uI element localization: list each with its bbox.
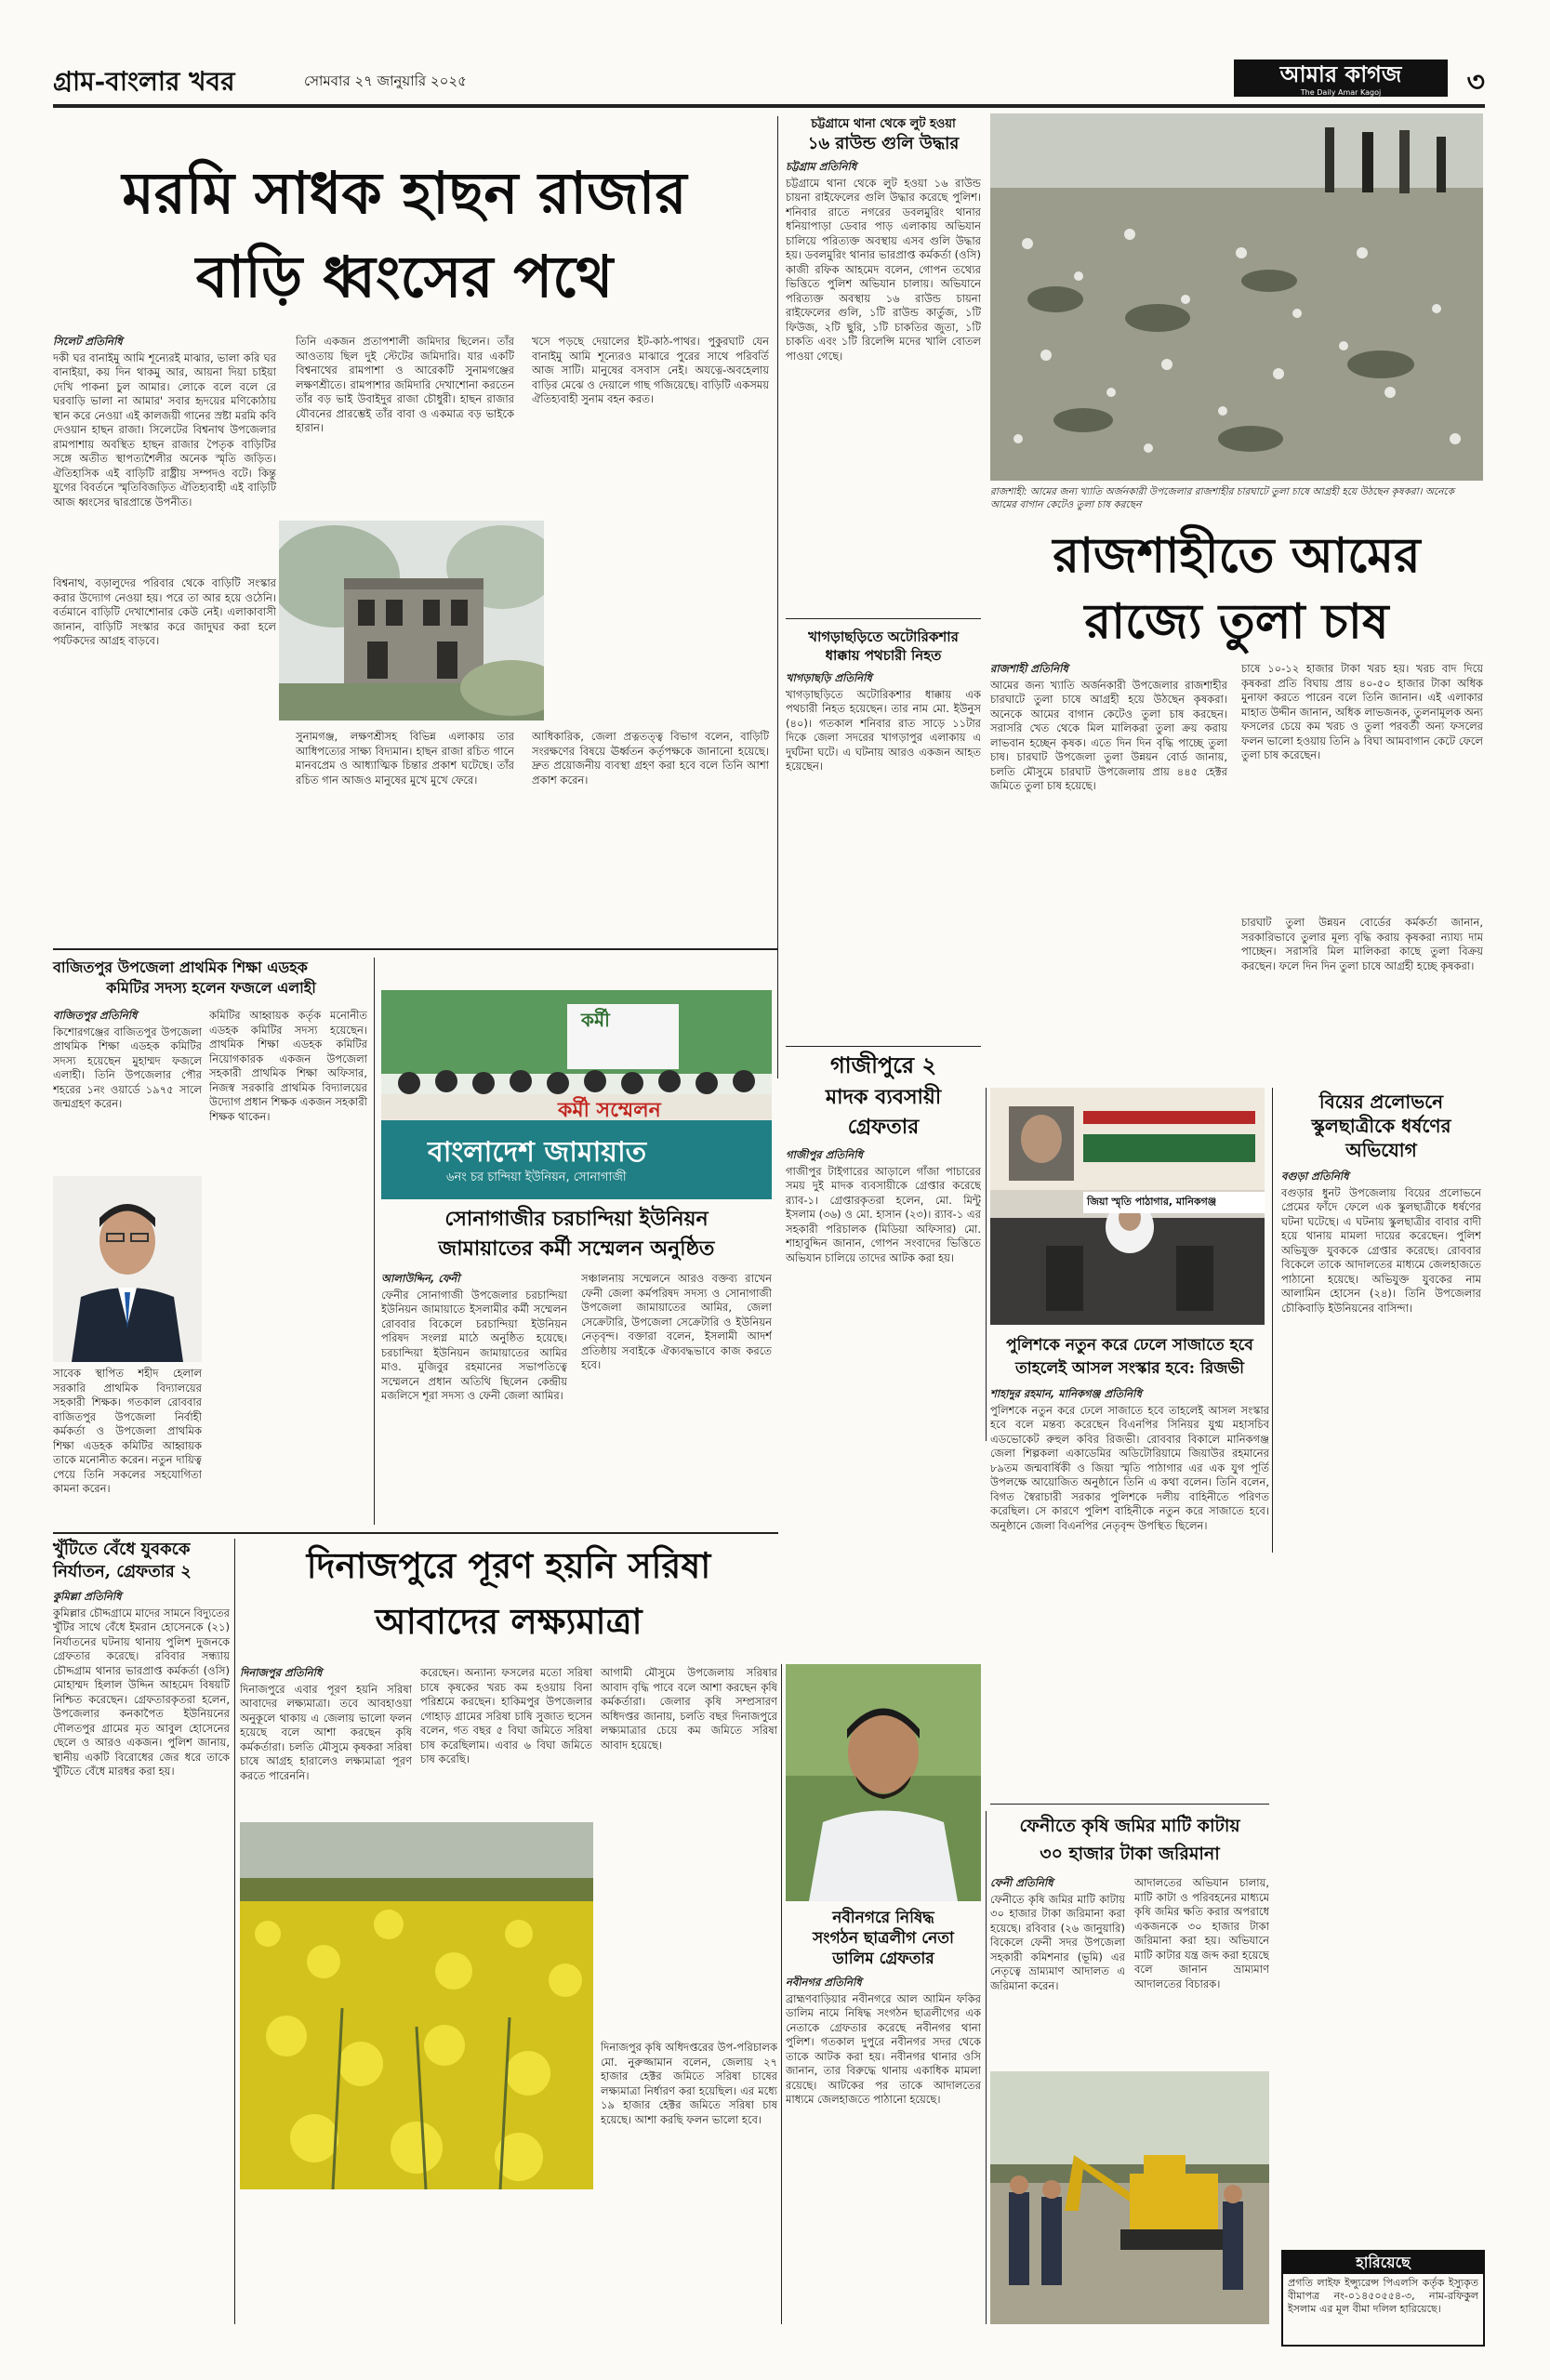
dalim-body [786, 1976, 981, 2324]
header-rule [53, 104, 1485, 108]
banner-jamaat: বাংলাদেশ জামায়াত [428, 1136, 647, 1169]
bajitpur-col-3 [53, 1367, 202, 1525]
comilla-body [53, 1590, 230, 2324]
missing-notice [1281, 2250, 1485, 2347]
sonagazi-photo [381, 990, 772, 1199]
zia-headline-1: পুলিশকে নতুন করে ঢেলে সাজাতে হবে [1006, 1336, 1253, 1355]
col-divider-1 [777, 116, 778, 1078]
missing-title: হারিয়েছে [1283, 2252, 1483, 2274]
bajitpur-col-1 [53, 1009, 202, 1171]
banner-union: ৬নং চর চান্দিয়া ইউনিয়ন, সোনাগাজী [446, 1170, 627, 1184]
gazipur-byline: গাজীপুর প্রতিনিধি [786, 1148, 863, 1161]
zia-rule [990, 1804, 1269, 1805]
dinajpur-col-1 [240, 1666, 412, 1819]
excavator-illustration [990, 2071, 1269, 2324]
excavator-photo [990, 2071, 1269, 2324]
section-title: গ্রাম-বাংলার খবর [53, 66, 235, 97]
issue-date: সোমবার ২৭ জানুয়ারি ২০২৫ [304, 73, 467, 89]
ctg-headline-1: চট্টগ্রামে থানা থেকে লুট হওয়া [811, 117, 956, 131]
dalim-headline-3: ডালিম গ্রেফতার [832, 1950, 934, 1968]
bajitpur-col-2-text: কমিটির আহ্বায়ক কর্তৃক মনোনীত এডহক কমিটির সদস্য হয়েছেন। প্রাথমিক শিক্ষা এডহক কমিটির নিয়োগকারক একজন উপজেলা সহকারী প্রাথমিক শিক্ষা অফিসার, নিজস্ব সরকারি প্রাথমিক বিদ্যালয়ের উদ্যোগ প্রধান শিক্ষক একজন সহকারী শিক্ষক থাকেন। [209, 1009, 367, 1123]
logo-text: আমার কাগজ [1279, 60, 1402, 87]
ctg-headline-2: ১৬ রাউন্ড গুলি উদ্ধার [807, 134, 960, 153]
marriage-headline-1: বিয়ের প্রলোভনে [1318, 1091, 1444, 1113]
dalim-portrait [786, 1664, 981, 1901]
hasan-col-1 [53, 335, 276, 572]
hasan-headline-1: মরমি সাধক হাছন রাজার [122, 159, 687, 227]
cotton-photo [990, 113, 1483, 481]
bajitpur-headline-2: কমিটির সদস্য হলেন ফজলে এলাহী [106, 979, 316, 997]
comilla-headline-2: নির্যাতন, গ্রেফতার ২ [53, 1562, 192, 1581]
zia-body [990, 1387, 1269, 1796]
raj-col-2 [1241, 662, 1483, 913]
hasan-lower-col-1 [53, 576, 276, 944]
dalim-body-text: ব্রাহ্মণবাড়িয়ার নবীনগরে আল আমিন ফকির ডালিম নামে নিষিদ্ধ সংগঠন ছাত্রলীগের এক নেতাকে গ্রেফতার করেছে নবীনগর থানা পুলিশ। গতকাল দুপুরে নবীনগর সদর থেকে তাকে আটক করা হয়। নবীনগর থানার ওসি জানান, তার বিরুদ্ধে থানায় একাধিক মামলা রয়েছে। আটকের পর তাকে আদালতের মাধ্যমে জেলহাজতে পাঠানো হয়েছে। [786, 1991, 981, 2106]
sonagazi-headline-1: সোনাগাজীর চরচান্দিয়া ইউনিয়ন [444, 1207, 709, 1231]
ctg-byline: চট্টগ্রাম প্রতিনিধি [786, 160, 857, 173]
zia-headline-2: তাহলেই আসল সংস্কার হবে: রিজভী [1015, 1359, 1244, 1378]
comilla-headline-1: খুঁটিতে বেঁধে যুবককে [53, 1540, 191, 1559]
sonagazi-byline: আলাউদ্দিন, ফেনী [381, 1272, 460, 1285]
bajitpur-col-2 [209, 1009, 367, 1525]
gazipur-body [786, 1148, 981, 1655]
hasan-lower-col-3 [532, 730, 769, 944]
sonagazi-col-2 [581, 1272, 772, 1525]
feni-headline-1: ফেনীতে কৃষি জমির মাটি কাটায় [1019, 1816, 1240, 1836]
marriage-byline: বগুড়া প্রতিনিধি [1281, 1170, 1349, 1183]
person-portrait [53, 1176, 202, 1362]
hasan-headline-2: বাড়ি ধ্বংসের পথে [195, 243, 614, 311]
raj-byline: রাজশাহী প্রতিনিধি [990, 662, 1068, 675]
dinajpur-col-3-text: আগামী মৌসুমে উপজেলায় সরিষার আবাদ বৃদ্ধি পাবে বলে আশা করছেন কৃষি কর্মকর্তারা। জেলার কৃষি সম্প্রসারণ অধিদপ্তর জানায়, চলতি বছর দিনাজপুরে লক্ষ্যমাত্রার চেয়ে কম জমিতে সরিষা আবাদ হয়েছে। [601, 1666, 777, 1752]
zia-byline: শাহাদুর রহমান, মানিকগঞ্জ প্রতিনিধি [990, 1387, 1142, 1400]
khg-headline-2: ধাক্কায় পথচারী নিহত [825, 647, 942, 664]
hasan-lower-col-3-text: আধিকারিক, জেলা প্রত্নতত্ত্ব বিভাগ বলেন, বাড়িটি সংরক্ষণের বিষয়ে ঊর্ধ্বতন কর্তৃপক্ষকে জানানো হয়েছে। দ্রুত প্রয়োজনীয় ব্যবস্থা গ্রহণ করা হবে বলে তিনি আশা প্রকাশ করেন। [532, 730, 769, 787]
feni-col-2-text: আদালতের অভিযান চালায়, মাটি কাটা ও পরিবহনের মাধ্যমে কৃষি জমির ক্ষতি করার অপরাধে একজনকে ৩০ হাজার টাকা জরিমানা করা হয়। অভিযানে মাটি কাটার যন্ত্র জব্দ করা হয়েছে বলে জানান ভ্রাম্যমাণ আদালতের বিচারক। [1134, 1876, 1269, 1990]
zia-banner: জিয়া স্মৃতি পাঠাগার, মানিকগঞ্জ [1083, 1192, 1265, 1213]
marriage-headline-2: স্কুলছাত্রীকে ধর্ষণের [1311, 1115, 1451, 1137]
mid-rule [53, 1532, 778, 1534]
hasan-byline: সিলেট প্রতিনিধি [53, 335, 123, 348]
gazipur-body-text: গাজীপুর টাইগারের আড়ালে গাঁজা পাচারের সময় দুই মাদক ব্যবসায়ীকে গ্রেপ্তার করেছে র‍্যাব-১। গ্রেপ্তারকৃতরা হলেন, মো. মিন্টু ইসলাম (৩৬) ও মো. হাসান (২৩)। র‍্যাব-১ এর সহকারী পরিচালক (মিডিয়া অফিসার) মো. শাহাবুদ্দিন জানান, গোপন সংবাদের ভিত্তিতে অভিযান চালিয়ে তাদের আটক করা হয়। [786, 1164, 981, 1264]
mansion-illustration [279, 521, 544, 721]
khg-body [786, 671, 981, 1038]
feni-headline-2: ৩০ হাজার টাকা জরিমানা [1040, 1844, 1220, 1864]
feni-col-1-text: ফেনীতে কৃষি জমির মাটি কাটায় ৩০ হাজার টাকা জরিমানা করা হয়েছে। রবিবার (২৬ জানুয়ারি) বিকেলে ফেনী সদর উপজেলা সহকারী কমিশনার (ভূমি) এর নেতৃত্বে ভ্রাম্যমাণ আদালত এ জরিমানা করেন। [990, 1892, 1125, 1992]
mustard-field-illustration [240, 1822, 593, 2189]
sonagazi-headline-2: জামায়াতের কর্মী সম্মেলন অনুষ্ঠিত [438, 1236, 715, 1261]
raj-col-3-text: চারঘাট তুলা উন্নয়ন বোর্ডের কর্মকর্তা জানান, সরকারিভাবে তুলার মূল্য বৃদ্ধি করায় কৃষকরা ন্যায্য দাম পাচ্ছেন। সরাসরি মিল মালিকরা কাছে তুলা বিক্রয় করছেন। ফলে দিন দিন তুলা চাষে আগ্রহী হচ্ছে কৃষকরা। [1241, 916, 1483, 972]
sonagazi-col-2-text: সঞ্চালনায় সম্মেলনে আরও বক্তব্য রাখেন ফেনী জেলা কর্মপরিষদ সদস্য ও সোনাগাজী উপজেলা জামায়াতের আমির, জেলা সেক্রেটারি, উপজেলা সেক্রেটারি ও ইউনিয়ন নেতৃবৃন্দ। বক্তারা বলেন, ইসলামী আদর্শ প্রতিষ্ঠায় সবাইকে ঐক্যবদ্ধভাবে কাজ করতে হবে। [581, 1272, 772, 1371]
marriage-headline-3: অভিযোগ [1345, 1139, 1417, 1161]
hasan-lower-col-1-text: বিশ্বনাথ, বড়ালুদের পরিবার থেকে বাড়িটি সংস্কার করার উদ্যোগ নেওয়া হয়। পরে তা আর হয়ে ওঠেনি। বর্তমানে বাড়িটি দেখাশোনার কেউ নেই। এলাকাবাসী জানান, বাড়িটি সংস্কার করে জাদুঘর করা হলে পর্যটকদের আগ্রহ বাড়বে। [53, 576, 276, 647]
portrait-photo [53, 1176, 202, 1362]
masthead [53, 60, 1485, 100]
raj-col-3 [1241, 916, 1483, 1083]
bajitpur-byline: বাজিতপুর প্রতিনিধি [53, 1009, 138, 1022]
dalim-byline: নবীনগর প্রতিনিধি [786, 1976, 862, 1989]
sonagazi-col-1-text: ফেনীর সোনাগাজী উপজেলার চরচান্দিয়া ইউনিয়ন জামায়াতে ইসলামীর কর্মী সম্মেলন রোববার বিকেলে চরচান্দিয়া ইউনিয়ন পরিষদ সংলগ্ন মাঠে অনুষ্ঠিত হয়েছে। চরচান্দিয়া ইউনিয়ন জামায়াতের আমির মাও. মুজিবুর রহমানের সভাপতিত্বে সম্মেলনে প্রধান অতিথি ছিলেন কেন্দ্রীয় মজলিসে শূরা সদস্য ও ফেনী জেলা আমির। [381, 1288, 567, 1402]
zia-body-text: পুলিশকে নতুন করে ঢেলে সাজাতে হবে তাহলেই আসল সংস্কার হবে বলে মন্তব্য করেছেন বিএনপির সিনিয়র যুগ্ম মহাসচিব এডভোকেট রুহুল কবির রিজভী। রোববার বিকালে মানিকগঞ্জ জেলা শিল্পকলা একাডেমির অডিটোরিয়ামে জিয়াউর রহমানের ৮৯তম জন্মবার্ষিকী ও জিয়া স্মৃতি পাঠাগার এর এক যুগ পূর্তি উপলক্ষে আয়োজিত অনুষ্ঠানে তিনি এ কথা বলেন। তিনি বলেন, বিগত স্বৈরাচারী সরকার পুলিশকে দলীয় বাহিনীতে পরিণত করেছিল। সে কারণে পুলিশ বাহিনীকে নতুন করে সাজাতে হবে। অনুষ্ঠানে জেলা বিএনপির নেতৃবৃন্দ উপস্থিত ছিলেন। [990, 1403, 1269, 1532]
hasan-col-3-text: খসে পড়ছে দেয়ালের ইট-কাঠ-পাথর। পুকুরঘাট যেন বানাইমু আমি শূন্যেরও মাঝারে পুরের সাথে পরিবর্তি আজ সাটি। মানুষের বসবাস নেই। অযত্নে-অবহেলায় বাড়ির মেঝে ও দেয়ালে গাছ গজিয়েছে। বাড়িটি একসময় ঐতিহ্যবাহী সুনাম বহন করত। [532, 335, 769, 405]
feni-col-2 [1134, 1876, 1269, 2067]
page-number: ৩ [1466, 66, 1485, 99]
top-block-rule [53, 948, 778, 950]
ctg-rule [786, 618, 981, 619]
mansion-photo [279, 521, 544, 721]
banner-sommelon: কর্মী সম্মেলন [558, 1098, 661, 1122]
dalim-headline-1: নবীনগরে নিষিদ্ধ [832, 1909, 934, 1927]
dalim-headline-2: সংগঠন ছাত্রলীগ নেতা [813, 1929, 954, 1948]
raj-col-2-text: চাষে ১০-১২ হাজার টাকা খরচ হয়। খরচ বাদ দিয়ে কৃষকরা প্রতি বিঘায় প্রায় ৪০-৫০ হাজার টাকা অধিক মুনাফা করতে পারেন বলে তিনি জানান। এই এলাকার মাহাত উদ্দীন জানান, অধিক লাভজনক, তুলনামূলক অন্য ফসলের চেয়ে কম খরচ ও তুলা পরবর্তী অন্য ফসলের ফলন ভালো হওয়ায় তিনি ৯ বিঘা আমবাগান কেটে ফেলে তুলা চাষ করেছেন। [1241, 662, 1483, 761]
bajitpur-col-1-text: কিশোরগঞ্জের বাজিতপুর উপজেলা প্রাথমিক শিক্ষা এডহক কমিটির সদস্য হয়েছেন মুহাম্মদ ফজলে এলাহী। তিনি উপজেলার পৌর শহরের ১নং ওয়ার্ডে ১৯৭৫ সালে জন্মগ্রহণ করেন। [53, 1025, 202, 1110]
dinajpur-col-4-text: দিনাজপুর কৃষি অধিদপ্তরের উপ-পরিচালক মো. নুরুজ্জামান বলেন, জেলায় ২৭ হাজার হেক্টর জমিতে সরিষা চাষের লক্ষ্যমাত্রা নির্ধারণ করা হয়েছিল। এর মধ্যে ১৯ হাজার হেক্টর জমিতে সরিষা চাষ হয়েছে। আশা করছি ফলন ভালো হবে। [601, 2041, 777, 2126]
banner-karmi: কর্মী [581, 1009, 610, 1031]
missing-body: প্রগতি লাইফ ইন্স্যুরেন্স পিএলসি কর্তৃক ইস্যুকৃত বীমাপত্র নং-০১৪৫০৫৫৪-৩, নাম-রফিকুল ইসলাম এর মূল বীমা দলিল হারিয়েছে। [1288, 2277, 1478, 2315]
hasan-col-2-text: তিনি একজন প্রতাপশালী জমিদার ছিলেন। তাঁর আওতায় ছিল দুই স্টেটের জমিদারি। যার একটি বিশ্বনাথের রামপাশা ও আরেকটি সুনামগঞ্জের লক্ষণশ্রীতে। রামপাশার জমিদারি দেখাশোনা করতেন তাঁর বড় ভাই উবাইদুর রাজা চৌধুরী। হাছন রাজার যৌবনের প্রারম্ভেই তাঁর বাবা ও একমাত্র বড় ভাইকে হারান। [296, 335, 514, 434]
feni-byline: ফেনী প্রতিনিধি [990, 1876, 1053, 1889]
hasan-col-2 [296, 335, 514, 516]
col-divider-7 [986, 1811, 987, 2324]
bajitpur-headline-1: বাজিতপুর উপজেলা প্রাথমিক শিক্ষা এডহক [53, 959, 308, 976]
khg-headline-1: খাগড়াছড়িতে অটোরিকশার [808, 628, 959, 645]
comilla-body-text: কুমিল্লার চৌদ্দগ্রামে মাদের সামনে বিদ্যুতের খুঁটির সাথে বেঁধে ইমরান হোসেনকে (২১) নির্যাতনের ঘটনায় থানায় পুলিশ দুজনকে গ্রেফতার করেছে। রবিবার সন্ধ্যায় চৌদ্দগ্রাম থানার ভারপ্রাপ্ত কর্মকর্তা (ওসি) মোহাম্মদ হিলাল উদ্দিন আহমেদ বিষয়টি নিশ্চিত করেছেন। গ্রেফতারকৃতরা হলেন, উপজেলার কনকাপৈত ইউনিয়নের দৌলতপুর গ্রামের মৃত আবুল হোসেনের ছেলে ও আরও একজন। পুলিশ জানায়, স্থানীয় একটি বিরোধের জের ধরে তাকে খুঁটিতে বেঁধে মারধর করা হয়। [53, 1606, 230, 1778]
gazipur-headline-3: গ্রেফতার [847, 1115, 920, 1139]
khg-body-text: খাগড়াছড়িতে অটোরিকশার ধাক্কায় এক পথচারী নিহত হয়েছেন। তার নাম মো. ইউনুস (৪০)। গতকাল শনিবার রাত সাড়ে ১১টার দিকে জেলা সদরের খাগড়াপুর এলাকায় এ দুর্ঘটনা ঘটে। এ ঘটনায় আরও একজন আহত হয়েছেন। [786, 687, 981, 773]
logo-subtitle: The Daily Amar Kagoj [1300, 88, 1382, 97]
dinajpur-col-4 [601, 2041, 777, 2324]
dinajpur-col-2 [420, 1666, 592, 1819]
col-divider-2 [374, 958, 375, 1525]
gazipur-headline-1: গাজীপুরে ২ [829, 1051, 937, 1078]
cotton-caption: রাজশাহী: আমের জন্য খ্যাতি অর্জনকারী উপজেলার রাজশাহীর চারঘাটে তুলা চাষে আগ্রহী হয়ে উঠছেন কৃষকরা। অনেকে আমের বাগান কেটেও তুলা চাষ করছেন [990, 486, 1454, 510]
dinajpur-headline-1: দিনাজপুরে পূরণ হয়নি সরিষা [306, 1544, 711, 1586]
mustard-photo [240, 1822, 593, 2189]
hasan-lower-col-2 [296, 730, 514, 944]
hasan-col-1-text: দকী ঘর বানাইমু আমি শূন্যেরই মাঝার, ভালা করি ঘর বানাইয়া, কয় দিন থাকমু আর, আয়না দিয়া চাইয়া দেখি পাকনা চুল আমার। লোকে বলে বলে রে ঘরবাড়ি ভালা না আমার' সবার হৃদয়ের মণিকোঠায় স্থান করে নেওয়া এই কালজয়ী গানের স্রষ্টা মরমি কবি দেওয়ান হাছন রাজা। সিলেটের বিশ্বনাথ উপজেলার রামপাশায় অবস্থিত হাছন রাজার পৈতৃক বাড়িটির সঙ্গে অতীত স্থাপত্যশৈলীর অনেক স্মৃতি জড়িত। ঐতিহাসিক এই বাড়িটি রাষ্ট্রীয় সম্পদও বটে। কিন্তু যুগের বিবর্তনে স্মৃতিবিজড়িত ঐতিহ্যবাহী এই বাড়িটি আজ ধ্বংসের দ্বারপ্রান্তে উপনীত। [53, 350, 276, 509]
khg-byline: খাগড়াছড়ি প্রতিনিধি [786, 671, 872, 684]
dalim-photo [786, 1664, 981, 1901]
comilla-byline: কুমিল্লা প্রতিনিধি [53, 1590, 122, 1603]
col-divider-4 [1272, 1088, 1273, 1553]
hasan-lower-col-2-text: সুনামগঞ্জ, লক্ষণশ্রীসহ বিভিন্ন এলাকায় তার আধিপত্যের সাক্ষ্য বিদ্যমান। হাছন রাজা রচিত গানে মানবপ্রেম ও আধ্যাত্মিক চিন্তার প্রকাশ ঘটেছে। তাঁর রচিত গান আজও মানুষের মুখে মুখে ফেরে। [296, 730, 514, 787]
dinajpur-byline: দিনাজপুর প্রতিনিধি [240, 1666, 323, 1679]
ctg-body [786, 160, 981, 615]
khg-rule [786, 1046, 981, 1047]
dinajpur-col-2-text: করেছেন। অন্যান্য ফসলের মতো সরিষা চাষে কৃষকের খরচ কম হওয়ায় বিনা পরিশ্রমে করছেন। হাকিমপুর উপজেলার গোহাড় গ্রামের সরিষা চাষি সুজাত হুসেন বলেন, গত বছর ৫ বিঘা জমিতে সরিষা চাষ করেছিলাম। এবার ৬ বিঘা জমিতে চাষ করেছি। [420, 1666, 592, 1765]
raj-col-1 [990, 662, 1227, 1085]
feni-col-1 [990, 1876, 1125, 2067]
dinajpur-col-3 [601, 1666, 777, 2038]
gazipur-headline-2: মাদক ব্যবসায়ী [825, 1085, 942, 1109]
raj-col-1-text: আমের জন্য খ্যাতি অর্জনকারী উপজেলার রাজশাহীর চারঘাটে তুলা চাষে আগ্রহী হয়ে উঠছেন কৃষকরা। অনেকে আমের বাগান কেটেও তুলা চাষ করছেন। সরাসরি খেত থেকে মিল মালিকরা তুলা ক্রয় করায় লাভবান হচ্ছেন কৃষক। এতে দিন দিন বৃদ্ধি পাচ্ছে তুলা চাষ। চারঘাট উপজেলা তুলা উন্নয়ন বোর্ড জানায়, চলতি মৌসুমে চারঘাট উপজেলায় প্রায় ৪৪৫ হেক্টর জমিতে তুলা চাষ হয়েছে। [990, 678, 1227, 792]
hasan-col-3 [532, 335, 769, 516]
raj-headline-1: রাজশাহীতে আমের [1053, 527, 1421, 584]
ctg-body-text: চট্টগ্রামে থানা থেকে লুট হওয়া ১৬ রাউন্ড চায়না রাইফেলের গুলি উদ্ধার করেছে পুলিশ। শনিবার রাতে নগরের ডবলমুরিং থানার ধনিয়াপাড়া ডেবার পাড় এলাকায় অভিযান চালিয়ে পরিত্যক্ত অবস্থায় এসব গুলি উদ্ধার হয়। ডবলমুরিং থানার ভারপ্রাপ্ত কর্মকর্তা (ওসি) কাজী রফিক আহমেদ বলেন, গোপন তথ্যের ভিত্তিতে পুলিশ অভিযান চালায়। অভিযানে পরিত্যক্ত অবস্থায় ১৬ রাউন্ড চায়না রাইফেলের গুলি, ১টি রাউন্ড কার্তুজ, ১টি ফিউজ, ২টি ছুরি, ১টি চাকতির জুতা, ১টি চাকতি এবং ১টি রিলেন্সি মদের খালি বোতল পাওয়া গেছে। [786, 176, 981, 363]
cotton-field-illustration [990, 113, 1483, 481]
dinajpur-col-1-text: দিনাজপুরে এবার পূরণ হয়নি সরিষা আবাদের লক্ষ্যমাত্রা। তবে আবহাওয়া অনুকূলে থাকায় এ জেলায় ভালো ফলন হয়েছে বলে আশা করছেন কৃষি কর্মকর্তারা। চলতি মৌসুমে কৃষকরা সরিষা চাষে আগ্রহ হারালেও লক্ষ্যমাত্রা পূরণ করতে পারেননি। [240, 1682, 412, 1782]
zia-photo [990, 1088, 1265, 1325]
marriage-body-text: বগুড়ার ধুনট উপজেলায় বিয়ের প্রলোভনে প্রেমের ফাঁদে ফেলে এক স্কুলছাত্রীকে ধর্ষণের ঘটনা ঘটেছে। এ ঘটনায় স্কুলছাত্রীর বাবার বাদী হয়ে থানায় মামলা দায়ের করেছেন। পুলিশ অভিযুক্ত যুবককে গ্রেপ্তার করেছে। রোববার বিকেলে তাকে আদালতের মাধ্যমে জেলহাজতে পাঠানো হয়েছে। অভিযুক্ত যুবকের নাম আলামিন হোসেন (২৪)। তিনি উপজেলার চৌকিবাড়ি ইউনিয়নের বাসিন্দা। [1281, 1185, 1481, 1315]
bajitpur-col-3-text: সাবেক স্থাপিত শহীদ হেলাল সরকারি প্রাথমিক বিদ্যালয়ের সহকারী শিক্ষক। গতকাল রোববার বাজিতপুর উপজেলা নির্বাহী কর্মকর্তা ও উপজেলা প্রাথমিক শিক্ষা এডহক কমিটির আহ্বায়ক তাকে মনোনীত করেন। নতুন দায়িত্ব পেয়ে তিনি সকলের সহযোগিতা কামনা করেন। [53, 1367, 202, 1495]
raj-headline-2: রাজ্যে তুলা চাষ [1084, 593, 1389, 650]
logo [1234, 60, 1448, 97]
dinajpur-headline-2: আবাদের লক্ষ্যমাত্রা [375, 1600, 643, 1642]
col-divider-3 [986, 1088, 987, 1441]
sonagazi-col-1 [381, 1272, 567, 1525]
marriage-body [1281, 1170, 1481, 2243]
col-divider-5 [234, 1539, 235, 2324]
col-divider-6 [781, 1664, 782, 2324]
